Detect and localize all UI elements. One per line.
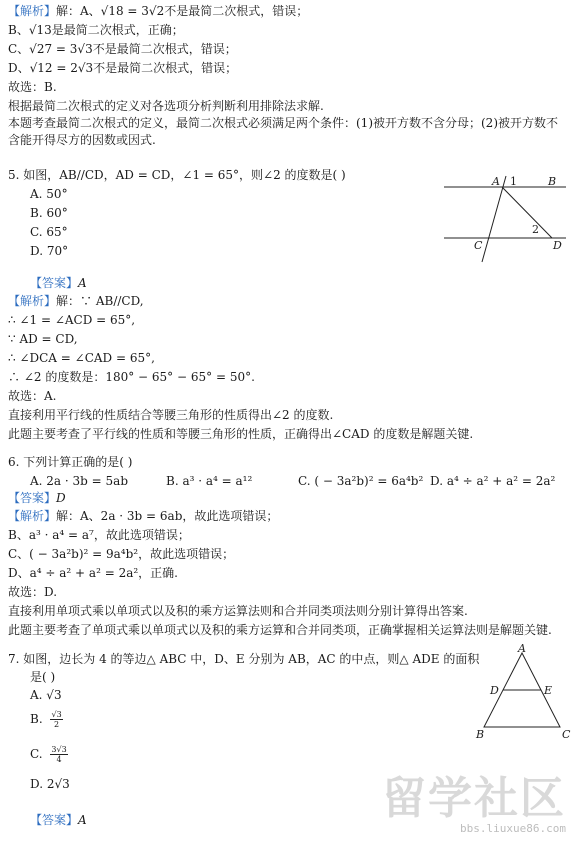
q5-stem: 5. 如图，AB//CD，AD = CD，∠1 = 65°，则∠2 的度数是( ) xyxy=(8,168,346,182)
q6-analysis-line1: 【解析】解：A、2a · 3b = 6ab，故此选项错误； xyxy=(8,509,279,523)
q6-answer: 【答案】D xyxy=(8,491,66,505)
q5-angle-1-label: 1 xyxy=(510,175,517,188)
q7-label-d: D xyxy=(490,684,499,697)
q5-label-c: C xyxy=(474,239,483,252)
q5-choose: 故选：A. xyxy=(8,389,57,403)
q7-answer: 【答案】A xyxy=(30,813,87,827)
q6-option-b: B. a³ · a⁴ = a¹² xyxy=(166,474,253,488)
q7-option-d: D. 2√3 xyxy=(30,777,70,791)
q6-method: 直接利用单项式乘以单项式以及积的乘方运算法则和合并同类项法则分别计算得出答案. xyxy=(8,604,468,618)
q5-analysis-line2: ∴ ∠1 = ∠ACD = 65°, xyxy=(8,313,136,327)
q5-segment-ad xyxy=(502,187,552,238)
q4-analysis-line2: B、√13是最简二次根式，正确； xyxy=(8,23,184,37)
q5-analysis-line1: 【解析】解：∵ AB//CD, xyxy=(8,294,144,308)
q5-analysis-tag: 【解析】 xyxy=(8,294,57,308)
q5-option-b: B. 60° xyxy=(30,206,68,220)
q7-option-b-fraction: $\frac{√3}{2}$ xyxy=(51,710,62,729)
q5-label-a: A xyxy=(492,175,500,188)
q7-answer-tag: 【答案】 xyxy=(30,813,79,827)
q6-choose: 故选：D. xyxy=(8,585,58,599)
q7-label-c: C xyxy=(562,728,571,739)
q7-stem-line1: 7. 如图，边长为 4 的等边△ ABC 中，D、E 分别为 AB，AC 的中点，则△ ADE 的面积 xyxy=(8,652,480,666)
q6-summary: 此题主要考查了单项式乘以单项式以及积的乘方运算和合并同类项，正确掌握相关运算法则是解题关键. xyxy=(8,623,552,637)
q5-answer: 【答案】A xyxy=(30,276,87,290)
q6-analysis-tag: 【解析】 xyxy=(8,509,57,523)
q7-label-b: B xyxy=(476,728,485,739)
q7-label-a: A xyxy=(518,643,526,655)
q6-option-a: A. 2a · 3b = 5ab xyxy=(30,474,128,488)
q5-angle-2-label: 2 xyxy=(532,223,539,236)
q5-segment-ac xyxy=(482,176,506,262)
q5-answer-tag: 【答案】 xyxy=(30,276,79,290)
q6-analysis-line3: C、( − 3a²b)² = 9a⁴b²，故此选项错误； xyxy=(8,547,235,561)
q5-option-c: C. 65° xyxy=(30,225,68,239)
q7-stem-line2: 是( ) xyxy=(30,670,56,684)
q6-analysis-line4: D、a⁴ ÷ a² + a² = 2a²，正确. xyxy=(8,566,178,580)
q6-option-d: D. a⁴ ÷ a² + a² = 2a² xyxy=(430,474,556,488)
q7-option-c-fraction: $\frac{3√3}{4}$ xyxy=(51,745,67,764)
q7-option-a: A. √3 xyxy=(30,688,62,702)
q5-summary: 此题主要考查了平行线的性质和等腰三角形的性质，正确得出∠CAD 的度数是解题关键. xyxy=(8,427,474,441)
q7-option-c: C. $\frac{3√3}{4}$ xyxy=(30,745,67,764)
q5-option-a: A. 50° xyxy=(30,187,68,201)
q5-figure-parallel-lines xyxy=(440,168,570,268)
q6-stem: 6. 下列计算正确的是( ) xyxy=(8,455,133,469)
q6-analysis-line2: B、a³ · a⁴ = a⁷，故此选项错误； xyxy=(8,528,190,542)
q5-label-b: B xyxy=(548,175,557,188)
q6-answer-tag: 【答案】 xyxy=(8,491,57,505)
q4-analysis-line3: C、√27 = 3√3不是最简二次根式，错误； xyxy=(8,42,237,56)
q5-option-d: D. 70° xyxy=(30,244,69,258)
q4-analysis-tag: 【解析】 xyxy=(8,4,57,18)
q4-method: 根据最简二次根式的定义对各选项分析判断利用排除法求解. xyxy=(8,99,324,113)
q5-analysis-line3: ∵ AD = CD, xyxy=(8,332,78,346)
watermark-url: bbs.liuxue86.com xyxy=(460,822,566,835)
q7-label-e: E xyxy=(544,684,553,697)
q7-figure-equilateral-triangle xyxy=(470,643,574,739)
q4-analysis-line1: 【解析】解：A、√18 = 3√2不是最简二次根式，错误； xyxy=(8,4,309,18)
q5-method: 直接利用平行线的性质结合等腰三角形的性质得出∠2 的度数. xyxy=(8,408,334,422)
watermark xyxy=(382,773,566,835)
q5-analysis-line4: ∴ ∠DCA = ∠CAD = 65°, xyxy=(8,351,155,365)
q6-option-c: C. ( − 3a²b)² = 6a⁴b² xyxy=(298,474,424,488)
q4-choose: 故选：B. xyxy=(8,80,57,94)
q5-label-d: D xyxy=(553,239,562,252)
q4-analysis-line4: D、√12 = 2√3不是最简二次根式，错误； xyxy=(8,61,238,75)
watermark-logo-text: 留学社区 xyxy=(382,773,566,824)
q5-analysis-line5: ∴ ∠2 的度数是：180° − 65° − 65° = 50°. xyxy=(8,370,255,384)
q4-summary: 本题考查最简二次根式的定义，最简二次根式必须满足两个条件：(1)被开方数不含分母；(2)被开方数不含能开得尽方的因数或因式. xyxy=(8,116,558,147)
q7-option-b: B. $\frac{√3}{2}$ xyxy=(30,710,62,729)
